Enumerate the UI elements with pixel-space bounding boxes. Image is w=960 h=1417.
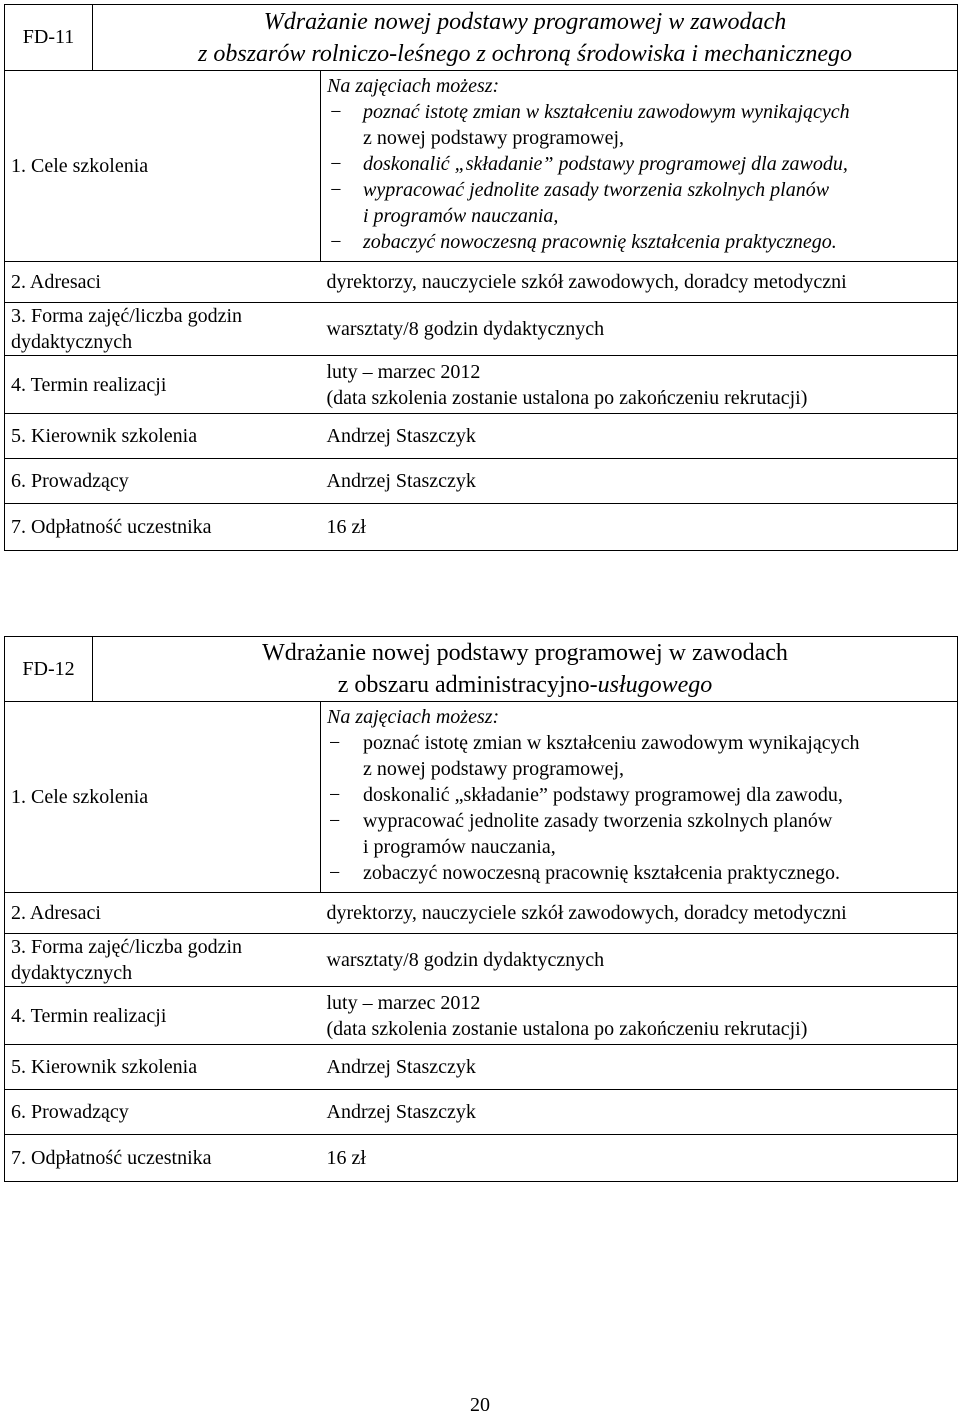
course-table	[4, 4, 958, 551]
kierownik-label: 5. Kierownik szkolenia	[5, 414, 321, 459]
goal-text: poznać istotę zmian w kształceniu zawodowym wynikających	[363, 732, 860, 754]
goal-item	[327, 782, 957, 808]
termin-value	[321, 356, 958, 414]
dash-bullet: −	[329, 862, 341, 884]
course-title	[93, 5, 958, 71]
course-code: FD-11	[5, 5, 93, 71]
termin-value-line-1: luty – marzec 2012	[326, 991, 481, 1014]
termin-value-line-2: (data szkolenia zostanie ustalona po zakończeniu rekrutacji)	[326, 386, 808, 409]
goal-text: wypracować jednolite zasady tworzenia szkolnych planów	[363, 810, 833, 832]
dash-bullet: −	[329, 732, 341, 754]
goal-item	[327, 229, 957, 255]
course-table	[4, 636, 958, 1182]
odplatnosc-label: 7. Odpłatność uczestnika	[5, 504, 321, 551]
odplatnosc-value: 16 zł	[321, 504, 958, 551]
goal-text-continuation: i programów nauczania,	[363, 205, 559, 227]
prowadzacy-label: 6. Prowadzący	[5, 1090, 321, 1135]
goal-text-continuation: z nowej podstawy programowej,	[363, 127, 625, 149]
forma-label-line-2: dydaktycznych	[11, 962, 133, 984]
termin-value-line-2: (data szkolenia zostanie ustalona po zakończeniu rekrutacji)	[326, 1017, 808, 1040]
dash-bullet: −	[329, 784, 341, 806]
adresaci-label: 2. Adresaci	[5, 262, 321, 303]
course-title-line-1: Wdrażanie nowej podstawy programowej w zawodach	[262, 640, 788, 666]
goal-text-continuation: z nowej podstawy programowej,	[363, 758, 625, 780]
goals-label: 1. Cele szkolenia	[5, 71, 321, 262]
course-title	[93, 637, 958, 702]
goals-intro: Na zajęciach możesz:	[327, 706, 500, 728]
forma-label-line-1: 3. Forma zajęć/liczba godzin	[11, 936, 243, 958]
termin-label: 4. Termin realizacji	[5, 356, 321, 414]
goal-text: zobaczyć nowoczesną pracownię kształcenia praktycznego.	[363, 231, 837, 253]
course-code: FD-12	[5, 637, 93, 702]
termin-value	[321, 987, 958, 1045]
goal-text: zobaczyć nowoczesną pracownię kształcenia praktycznego.	[363, 862, 840, 884]
page-number: 20	[470, 1394, 490, 1416]
adresaci-value: dyrektorzy, nauczyciele szkół zawodowych, doradcy metodyczni	[321, 893, 958, 934]
forma-label-line-1: 3. Forma zajęć/liczba godzin	[11, 305, 243, 327]
kierownik-value: Andrzej Staszczyk	[321, 414, 958, 459]
forma-value: warsztaty/8 godzin dydaktycznych	[321, 303, 958, 356]
goal-text: poznać istotę zmian w kształceniu zawodowym wynikających	[363, 101, 850, 123]
dash-bullet: −	[329, 179, 343, 201]
goal-item	[327, 177, 957, 229]
odplatnosc-label: 7. Odpłatność uczestnika	[5, 1135, 321, 1182]
goal-item	[327, 860, 957, 886]
goal-item	[327, 99, 957, 151]
kierownik-value: Andrzej Staszczyk	[321, 1045, 958, 1090]
goal-text: doskonalić „składanie” podstawy programowej dla zawodu,	[363, 153, 848, 175]
dash-bullet: −	[329, 153, 343, 175]
goal-item	[327, 151, 957, 177]
adresaci-label: 2. Adresaci	[5, 893, 321, 934]
dash-bullet: −	[329, 810, 341, 832]
forma-label	[5, 303, 321, 356]
goals-block	[321, 71, 958, 262]
kierownik-label: 5. Kierownik szkolenia	[5, 1045, 321, 1090]
forma-value: warsztaty/8 godzin dydaktycznych	[321, 934, 958, 987]
goals-intro: Na zajęciach możesz:	[327, 75, 500, 97]
goal-text-continuation: i programów nauczania,	[363, 836, 556, 858]
dash-bullet: −	[329, 231, 343, 253]
course-fd-11	[4, 4, 958, 551]
goal-text: wypracować jednolite zasady tworzenia szkolnych planów	[363, 179, 830, 201]
course-fd-12	[4, 636, 958, 1182]
odplatnosc-value: 16 zł	[321, 1135, 958, 1182]
goal-text: doskonalić „składanie” podstawy programowej dla zawodu,	[363, 784, 843, 806]
course-title-line-2: z obszarów rolniczo-leśnego z ochroną środowiska i mechanicznego	[198, 40, 852, 67]
dash-bullet: −	[329, 101, 343, 123]
course-title-part: z obszaru administracyjno-	[337, 672, 598, 698]
goals-block	[321, 702, 958, 893]
prowadzacy-value: Andrzej Staszczyk	[321, 459, 958, 504]
prowadzacy-value: Andrzej Staszczyk	[321, 1090, 958, 1135]
goal-item	[327, 730, 957, 782]
forma-label	[5, 934, 321, 987]
prowadzacy-label: 6. Prowadzący	[5, 459, 321, 504]
goal-item	[327, 808, 957, 860]
adresaci-value: dyrektorzy, nauczyciele szkół zawodowych, doradcy metodyczni	[321, 262, 958, 303]
goals-label: 1. Cele szkolenia	[5, 702, 321, 893]
course-title-line-2	[93, 669, 957, 701]
termin-label: 4. Termin realizacji	[5, 987, 321, 1045]
course-title-line-1: Wdrażanie nowej podstawy programowej w zawodach	[263, 8, 787, 35]
forma-label-line-2: dydaktycznych	[11, 331, 133, 353]
course-title-part-italic: usługowego	[597, 672, 713, 698]
termin-value-line-1: luty – marzec 2012	[326, 360, 481, 383]
